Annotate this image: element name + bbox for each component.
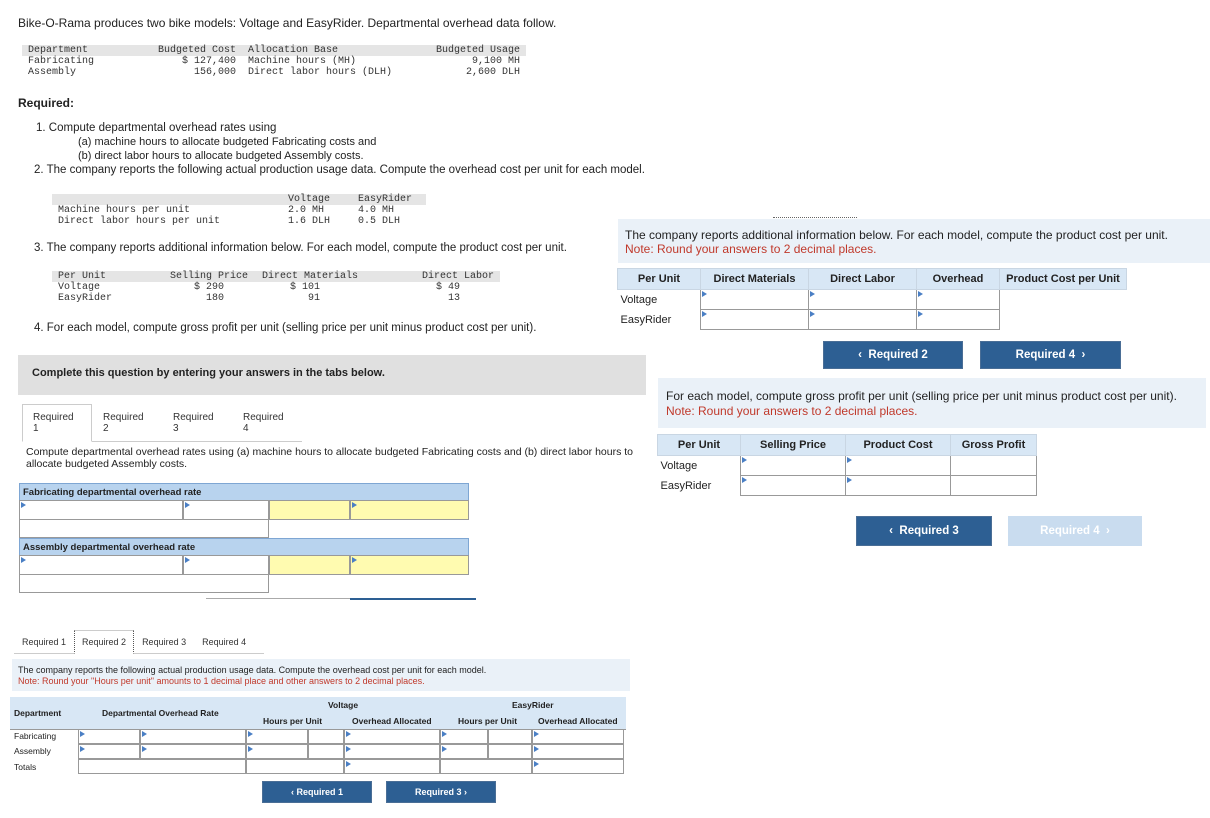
col-direct-labor: Direct Labor (809, 269, 917, 290)
col-easyrider-allocated: Overhead Allocated (538, 716, 618, 726)
col-selling-price: Selling Price (164, 271, 256, 282)
easyrider-dm-input[interactable] (701, 310, 809, 330)
assembly-rate-unit-input[interactable] (350, 555, 469, 575)
fab-voltage-spacer (308, 729, 344, 744)
cell: Machine hours (MH) (248, 56, 357, 67)
row-label-assembly: Assembly (14, 746, 51, 756)
fab-voltage-hours-input[interactable] (246, 729, 308, 744)
col-product-cost: Product Cost (846, 435, 951, 456)
tab-required-3[interactable]: Required 3 (134, 630, 194, 653)
chevron-right-icon: › (1105, 525, 1110, 537)
assembly-spacer-row (19, 574, 269, 593)
prev-required-1-button[interactable] (262, 781, 372, 803)
table-row (52, 216, 426, 227)
easyrider-cost-blank (1000, 310, 1127, 330)
required-4-instructions: For each model, compute gross profit per unit (selling price per unit minus product cost per unit). (666, 389, 1177, 403)
button-label: Required 2 (868, 349, 928, 361)
col-selling-price: Selling Price (741, 435, 846, 456)
easyrider-profit-output (951, 476, 1037, 496)
chevron-left-icon: ‹ (290, 787, 294, 797)
question-2: 2. The company reports the following actual production usage data. Compute the overhead cost per unit for each model. (34, 164, 645, 176)
cell: 180 (206, 293, 225, 304)
table-row (52, 205, 426, 216)
table-row (618, 290, 1127, 310)
fabricating-rate-header: Fabricating departmental overhead rate (19, 483, 469, 501)
dotted-marker (773, 217, 857, 218)
button-label: Required 3 (899, 525, 959, 537)
totals-easyrider-blank (440, 759, 532, 774)
easyrider-oh-input[interactable] (917, 310, 1000, 330)
chevron-right-icon: › (464, 787, 468, 797)
cell: Assembly (28, 67, 77, 78)
fab-easyrider-spacer (488, 729, 532, 744)
fab-rate-input-a[interactable] (78, 729, 140, 744)
cell: 91 (308, 293, 321, 304)
table-row (658, 476, 1037, 496)
cell: 4.0 MH (358, 205, 395, 216)
col-overhead-rate: Departmental Overhead Rate (102, 708, 219, 718)
fabricating-numerator-input[interactable] (19, 500, 183, 520)
question-1: 1. Compute departmental overhead rates using (36, 122, 277, 134)
col-per-unit: Per Unit (658, 435, 741, 456)
asm-rate-input-a[interactable] (78, 744, 140, 759)
required-2-instruction-box (12, 659, 630, 691)
table-row (52, 282, 500, 293)
assembly-numerator-input[interactable] (19, 555, 183, 575)
asm-rate-input-b[interactable] (140, 744, 246, 759)
voltage-oh-input[interactable] (917, 290, 1000, 310)
next-required-3-button[interactable] (386, 781, 496, 803)
tab-bar-2 (14, 630, 264, 654)
required-3-note: Note: Round your answers to 2 decimal places. (625, 242, 877, 256)
tab-bar (22, 404, 302, 442)
voltage-dm-input[interactable] (701, 290, 809, 310)
cell: Fabricating (28, 56, 95, 67)
row-label: EasyRider (660, 479, 712, 492)
assembly-denominator-input[interactable] (183, 555, 269, 575)
cell: $ 127,400 (182, 56, 237, 67)
cell: $ 101 (290, 282, 321, 293)
voltage-cost-input[interactable] (846, 456, 951, 476)
row-label: Voltage (620, 293, 658, 306)
totals-easyrider-input[interactable] (532, 759, 624, 774)
fabricating-rate-unit-input[interactable] (350, 500, 469, 520)
required-3-table (617, 268, 1127, 330)
next-required-4-button-disabled (1008, 516, 1142, 546)
col-budgeted-usage: Budgeted Usage (424, 45, 526, 56)
voltage-cost-blank (1000, 290, 1127, 310)
required-4-instruction-box (658, 378, 1206, 428)
cell: Machine hours per unit (58, 205, 191, 216)
cell: Direct labor hours (DLH) (248, 67, 393, 78)
col-direct-labor: Direct Labor (378, 271, 500, 282)
required-4-note: Note: Round your answers to 2 decimal places. (666, 404, 918, 418)
cell: 1.6 DLH (288, 216, 331, 227)
button-label: Required 3 (414, 787, 462, 797)
fab-easyrider-hours-input[interactable] (440, 729, 488, 744)
asm-easyrider-spacer (488, 744, 532, 759)
asm-voltage-spacer (308, 744, 344, 759)
price-table (52, 271, 500, 304)
col-per-unit: Per Unit (52, 271, 164, 282)
col-product-cost-per-unit: Product Cost per Unit (1000, 269, 1127, 290)
row-label-totals: Totals (14, 762, 37, 772)
cell: Voltage (58, 282, 101, 293)
cell: 156,000 (194, 67, 237, 78)
totals-voltage-blank (246, 759, 344, 774)
asm-easyrider-allocated-input[interactable] (532, 744, 624, 759)
totals-blank (78, 759, 246, 774)
assembly-rate-header: Assembly departmental overhead rate (19, 538, 469, 556)
required-heading: Required: (18, 96, 75, 110)
col-voltage: Voltage (282, 194, 352, 205)
prev-required-2-button[interactable] (823, 341, 963, 369)
col-overhead: Overhead (917, 269, 1000, 290)
col-easyrider: EasyRider (352, 194, 426, 205)
row-label-fabricating: Fabricating (14, 731, 57, 741)
cell: 13 (447, 293, 460, 304)
cell: 9,100 MH (472, 56, 521, 67)
col-voltage: Voltage (328, 700, 359, 710)
tab-required-1[interactable]: Required 1 (22, 404, 92, 442)
row-label: EasyRider (620, 313, 672, 326)
required-2-note: Note: Round your "Hours per unit" amounts to 1 decimal place and other answers to 2 decimal places. (18, 676, 425, 686)
table-row (22, 67, 526, 78)
col-voltage-hours: Hours per Unit (263, 716, 323, 726)
divider-accent (350, 598, 476, 600)
col-department: Department (14, 708, 62, 718)
cell: 2,600 DLH (466, 67, 521, 78)
department-overhead-table (22, 45, 526, 78)
button-label: Required 1 (296, 787, 344, 797)
totals-voltage-input[interactable] (344, 759, 440, 774)
assembly-rate-output (269, 555, 350, 575)
table-row (618, 310, 1127, 330)
table-row (52, 293, 500, 304)
col-per-unit: Per Unit (618, 269, 701, 290)
col-allocation-base: Allocation Base (242, 45, 424, 56)
easyrider-price-input[interactable] (741, 476, 846, 496)
asm-voltage-allocated-input[interactable] (344, 744, 440, 759)
tab-required-1[interactable]: Required 1 (14, 630, 74, 653)
fabricating-spacer-row (19, 519, 269, 538)
cell: $ 290 (194, 282, 225, 293)
cell: 0.5 DLH (358, 216, 401, 227)
fab-easyrider-allocated-input[interactable] (532, 729, 624, 744)
required-4-table (657, 434, 1037, 496)
tab-required-2[interactable]: Required 2 (74, 630, 134, 654)
required-2-instructions: The company reports the following actual production usage data. Compute the overhead cost per unit for each model. (18, 665, 487, 675)
question-1a: (a) machine hours to allocate budgeted Fabricating costs and (78, 136, 377, 148)
instruction-banner: Complete this question by entering your answers in the tabs below. (18, 355, 646, 395)
tab-required-3[interactable]: Required 3 (162, 404, 232, 441)
next-required-4-button[interactable] (980, 341, 1121, 369)
easyrider-cost-input[interactable] (846, 476, 951, 496)
fab-rate-input-b[interactable] (140, 729, 246, 744)
col-department: Department (22, 45, 152, 56)
required-1-instructions: Compute departmental overhead rates using (a) machine hours to allocate budgeted Fabricating costs and (b) direct labor hours to allocate budgeted Assembly costs. (26, 446, 634, 470)
tab-required-2[interactable]: Required 2 (92, 404, 162, 441)
usage-table (52, 194, 426, 227)
cell: 2.0 MH (288, 205, 325, 216)
col-direct-materials: Direct Materials (256, 271, 378, 282)
col-easyrider: EasyRider (512, 700, 554, 710)
asm-easyrider-hours-input[interactable] (440, 744, 488, 759)
col-budgeted-cost: Budgeted Cost (152, 45, 242, 56)
intro-text: Bike-O-Rama produces two bike models: Voltage and EasyRider. Departmental overhead data follow. (18, 16, 557, 30)
tab-required-4[interactable]: Required 4 (232, 404, 302, 441)
easyrider-dl-input[interactable] (809, 310, 917, 330)
question-4: 4. For each model, compute gross profit per unit (selling price per unit minus product cost per unit). (34, 322, 537, 334)
prev-required-3-button[interactable] (856, 516, 992, 546)
table-row (22, 56, 526, 67)
voltage-profit-output (951, 456, 1037, 476)
chevron-left-icon: ‹ (858, 349, 862, 361)
row-label: Voltage (660, 459, 698, 472)
tab-required-4[interactable]: Required 4 (194, 630, 254, 653)
col-easyrider-hours: Hours per Unit (458, 716, 518, 726)
required-3-instructions: The company reports additional information below. For each model, compute the product cost per unit. (625, 228, 1168, 242)
table-row (658, 456, 1037, 476)
asm-voltage-hours-input[interactable] (246, 744, 308, 759)
voltage-dl-input[interactable] (809, 290, 917, 310)
fabricating-denominator-input[interactable] (183, 500, 269, 520)
cell: $ 49 (435, 282, 460, 293)
button-label: Required 4 (1040, 525, 1100, 537)
col-direct-materials: Direct Materials (701, 269, 809, 290)
col-blank (52, 194, 282, 205)
question-3: 3. The company reports additional information below. For each model, compute the product cost per unit. (34, 242, 567, 254)
voltage-price-input[interactable] (741, 456, 846, 476)
cell: EasyRider (58, 293, 113, 304)
col-gross-profit: Gross Profit (951, 435, 1037, 456)
fabricating-rate-output (269, 500, 350, 520)
cell: Direct labor hours per unit (58, 216, 221, 227)
fab-voltage-allocated-input[interactable] (344, 729, 440, 744)
chevron-left-icon: ‹ (889, 525, 893, 537)
chevron-right-icon: › (1081, 349, 1086, 361)
col-voltage-allocated: Overhead Allocated (352, 716, 432, 726)
question-1b: (b) direct labor hours to allocate budgeted Assembly costs. (78, 150, 364, 162)
button-label: Required 4 (1015, 349, 1076, 361)
